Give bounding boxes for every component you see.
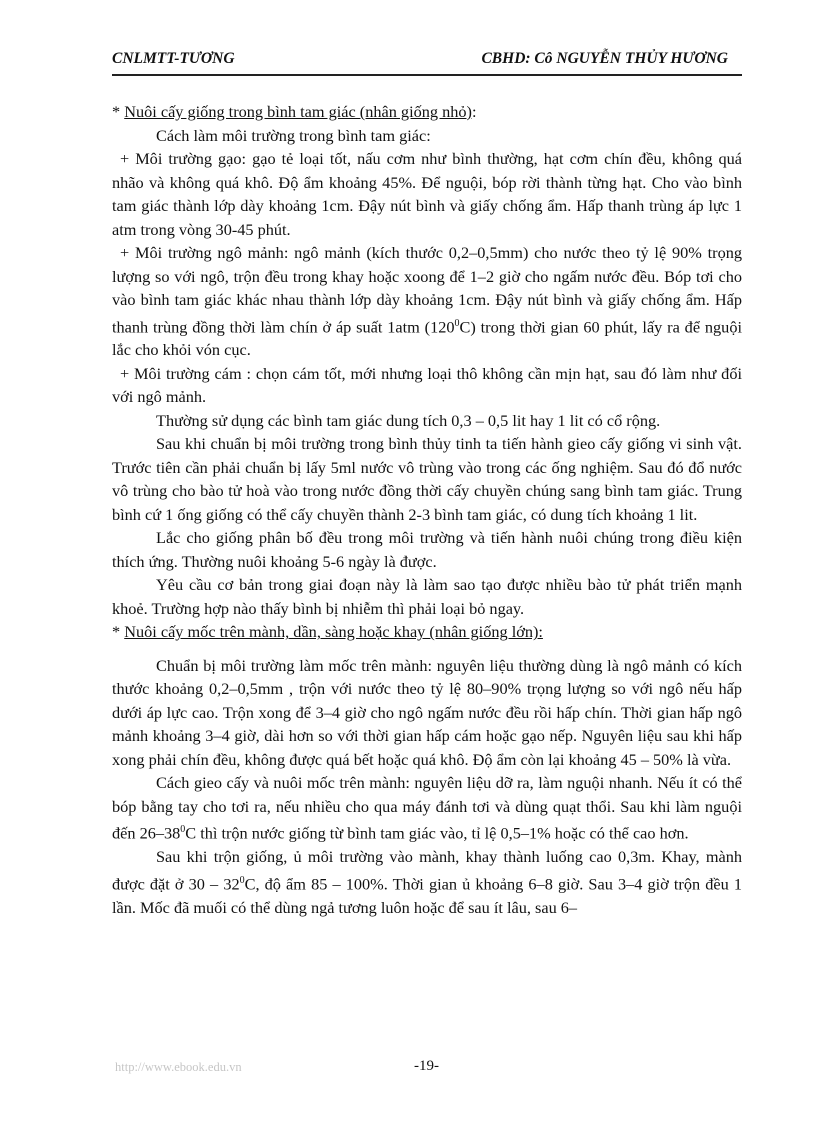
item-moi-truong-ngo: + Môi trường ngô mảnh: ngô mảnh (kích thước 0,2–0,5mm) cho nước theo tỷ lệ 90% trọng lượng so với ngô, trộn đều trong khay hoặc xoong để 1–2 giờ cho ngấm nước đều. Bóp tơi cho vào bình tam giác khác nhau thành lớp dày khoảng 1cm. Đậy nút bình và giấy chống ẩm. Hấp thanh trùng đồng thời làm chín ở áp suất 1atm $(120^0C)$ trong thời gian 60 phút, lấy ra để nguội lắc cho khỏi vón cục. bbox=[112, 243, 742, 360]
section2-heading: * Nuôi cấy mốc trên mành, dần, sàng hoặc khay (nhân giống lớn): bbox=[112, 622, 543, 642]
section2-title: Nuôi cấy mốc trên mành, dần, sàng hoặc khay (nhân giống lớn): bbox=[124, 622, 543, 642]
section2-paragraph: Chuẩn bị môi trường làm mốc trên mành: nguyên liệu thường dùng là ngô mảnh có kích thước khoảng 0,2–0,5mm , trộn với nước theo tỷ lệ 80–90% trọng lượng so với ngô nếu hấp dưới áp lực cao. Trộn xong để 3–4 giờ cho ngô ngấm nước đều rồi hấp chín. Thời gian hấp ngô mảnh khoảng 3–4 giờ, dài hơn so với thời gian hấp cám hoặc gạo nếp. Nguyên liệu sau khi hấp xong phải chín đều, không được quá bết hoặc quá khô. Độ ẩm còn lại khoảng 45 – 50% là vừa. bbox=[112, 655, 742, 769]
section1-paragraph: Lắc cho giống phân bố đều trong môi trường và tiến hành nuôi chúng trong điều kiện thích ứng. Thường nuôi khoảng 5-6 ngày là được. bbox=[112, 528, 742, 571]
page-body bbox=[112, 100, 742, 919]
header-right-title: CBHD: Cô NGUYỄN THỦY HƯƠNG bbox=[481, 50, 728, 67]
section1-title: Nuôi cấy giống trong bình tam giác (nhân giống nhỏ) bbox=[124, 102, 472, 121]
item-moi-truong-cam: + Môi trường cám : chọn cám tốt, mới nhưng loại thô không cần mịn hạt, sau đó làm như đối với ngô mảnh. bbox=[112, 363, 742, 407]
section1-paragraph: Thường sử dụng các bình tam giác dung tích 0,3 – 0,5 lit hay 1 lit có cổ rộng. bbox=[156, 410, 661, 430]
section1-paragraph: Yêu cầu cơ bản trong giai đoạn này là làm sao tạo được nhiều bào tử phát triển mạnh khoẻ. Trường hợp nào thấy bình bị nhiễm thì phải loại bỏ ngay. bbox=[112, 575, 742, 618]
section1-intro: Cách làm môi trường trong bình tam giác: bbox=[156, 125, 431, 145]
page-number: -19- bbox=[414, 1058, 439, 1074]
section2-paragraph: Sau khi trộn giống, ủ môi trường vào mành, khay thành luống cao 0,3m. Khay, mành được đặt ở $30 - 32^0C$, độ ẩm 85 – 100%. Thời gian ủ khoảng 6–8 giờ. Sau 3–4 giờ trộn đều 1 lần. Mốc đã muối có thể dùng ngả tương luôn hoặc để sau ít lâu, sau 6– bbox=[112, 847, 742, 917]
section1-paragraph: Sau khi chuẩn bị môi trường trong bình thủy tinh ta tiến hành gieo cấy giống vi sinh vật. Trước tiên cần phải chuẩn bị lấy 5ml nước vô trùng vào trong các ống nghiệm. Sau đó đổ nước vô trùng cho bào tử hoà vào trong nước đồng thời cấy chuyền chúng sang bình tam giác. Trung bình cứ 1 ống giống có thể cấy chuyền thành 2-3 bình tam giác, có dung tích khoảng 1 lit. bbox=[112, 434, 742, 524]
section2-paragraph: Cách gieo cấy và nuôi mốc trên mành: nguyên liệu dỡ ra, làm nguội nhanh. Nếu ít có thể bóp bằng tay cho tơi ra, nếu nhiều cho qua máy đánh tơi và dùng quạt thổi. Sau khi làm nguội đến $26-38^0C$ thì trộn nước giống từ bình tam giác vào, tỉ lệ 0,5–1% hoặc có thể cao hơn. bbox=[112, 773, 742, 843]
header-left-title: CNLMTT-TƯƠNG bbox=[112, 50, 235, 67]
item-moi-truong-gao: + Môi trường gạo: gạo tẻ loại tốt, nấu cơm như bình thường, hạt cơm chín đều, không quá nhão và không quá khô. Độ ẩm khoảng 45%. Để nguội, bóp rời thành từng hạt. Cho vào bình tam giác thành lớp dày khoảng 1cm. Đậy nút bình và giấy chống ẩm. Hấp thanh trùng áp lực 1 atm trong vòng 30-45 phút. bbox=[112, 149, 742, 239]
footer-url-watermark: http://www.ebook.edu.vn bbox=[115, 1060, 242, 1074]
page-header bbox=[112, 48, 742, 76]
section1-heading: * Nuôi cấy giống trong bình tam giác (nhân giống nhỏ): bbox=[112, 102, 477, 121]
